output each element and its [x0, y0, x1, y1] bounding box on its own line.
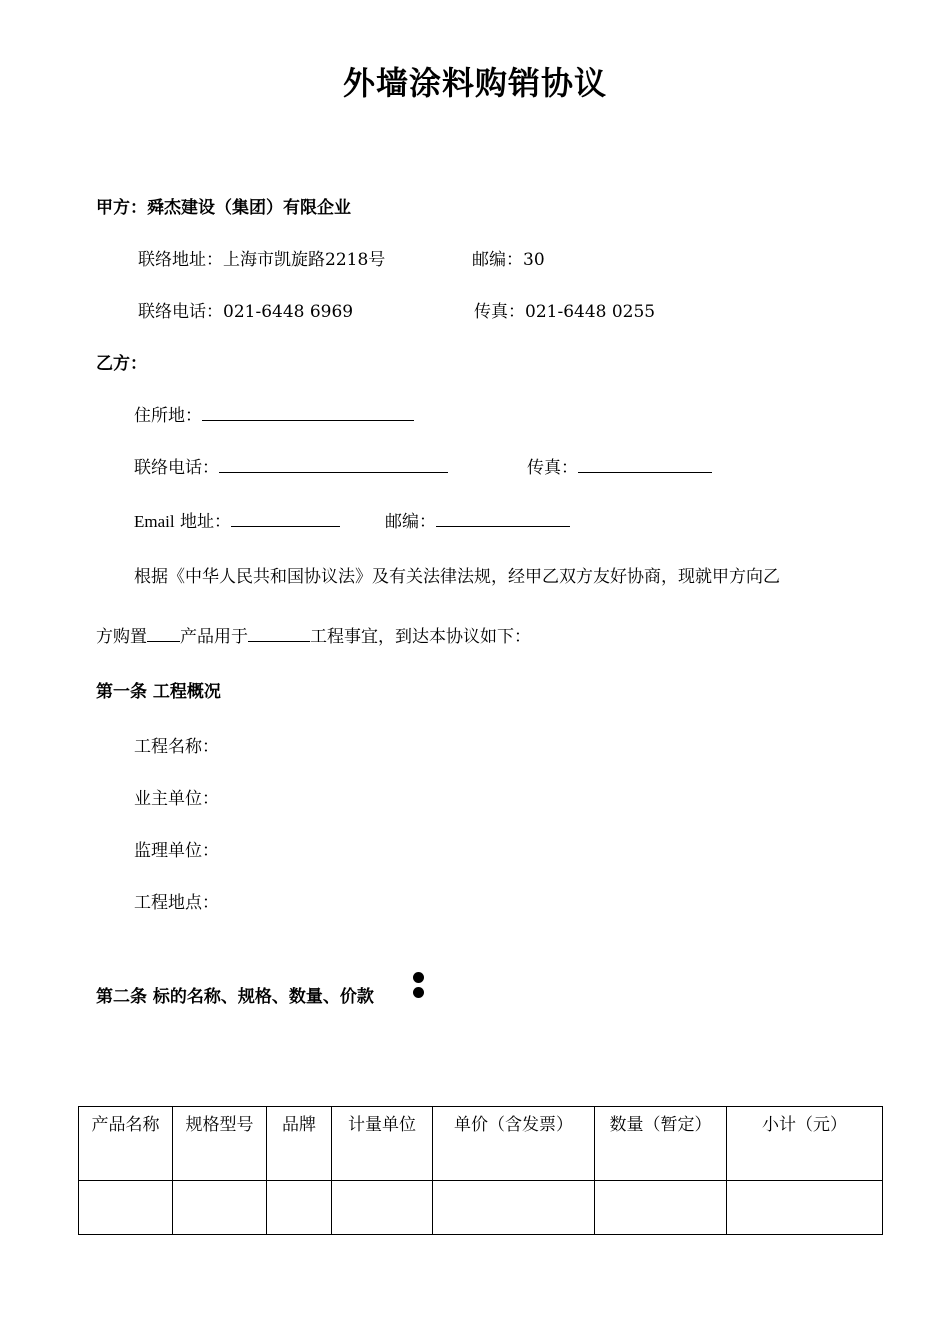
table-header-cell: 计量单位 — [332, 1107, 433, 1181]
email-blank — [231, 508, 340, 527]
party-b-phone-row — [134, 453, 448, 478]
intro-line-2-c: 工程事宜，到达本协议如下： — [310, 627, 531, 647]
project-blank — [248, 623, 310, 642]
table-cell[interactable] — [173, 1181, 267, 1235]
page-title: 外墙涂料购销协议 — [342, 64, 607, 102]
party-b-residence-label: 住所地： — [134, 406, 202, 426]
intro-line-1: 根据《中华人民共和国协议法》及有关法律法规，经甲乙双方友好协商，现就甲方向乙 — [134, 567, 780, 587]
table-cell[interactable] — [267, 1181, 332, 1235]
party-b-postcode-row — [385, 507, 570, 532]
article-2-heading: 第二条 标的名称、规格、数量、价款 — [96, 987, 374, 1007]
bullet-dot — [413, 972, 424, 983]
table-cell[interactable] — [433, 1181, 595, 1235]
table-cell[interactable] — [79, 1181, 173, 1235]
intro-line-2-b: 产品用于 — [180, 627, 248, 647]
email-suffix: 地址： — [180, 512, 232, 532]
article-1-item: 工程名称： — [134, 737, 219, 757]
article-1-item: 监理单位： — [134, 841, 219, 861]
party-b-residence-row — [134, 401, 414, 426]
table-cell[interactable] — [595, 1181, 727, 1235]
table-row — [79, 1181, 883, 1235]
intro-line-2 — [96, 622, 531, 647]
phone-blank — [219, 454, 448, 473]
table-header-row — [79, 1107, 883, 1181]
party-a-phone: 联络电话：021-6448 6969 — [138, 302, 354, 322]
email-label: Email — [134, 512, 175, 531]
postcode-blank — [436, 508, 570, 527]
table-header-cell: 小计（元） — [727, 1107, 883, 1181]
party-b-label: 乙方： — [96, 354, 147, 374]
table-header-cell: 品牌 — [267, 1107, 332, 1181]
price-table — [78, 1106, 883, 1235]
party-a-postcode: 邮编：30 — [472, 250, 545, 270]
bullet-dot — [413, 987, 424, 998]
table-header-cell: 数量（暂定） — [595, 1107, 727, 1181]
bullet-marks — [413, 972, 425, 1002]
party-b-phone-label: 联络电话： — [134, 458, 219, 478]
article-1-item: 工程地点： — [134, 893, 219, 913]
party-a-label: 甲方：舜杰建设（集团）有限企业 — [96, 198, 351, 218]
table-cell[interactable] — [332, 1181, 433, 1235]
table-header-cell: 规格型号 — [173, 1107, 267, 1181]
article-1-heading: 第一条 工程概况 — [96, 682, 221, 702]
party-a-fax: 传真：021-6448 0255 — [474, 302, 656, 322]
party-b-postcode-label: 邮编： — [385, 512, 436, 532]
product-blank — [147, 623, 180, 642]
party-b-fax-row — [527, 453, 712, 478]
residence-blank — [202, 402, 414, 421]
fax-blank — [578, 454, 712, 473]
intro-line-2-a: 方购置 — [96, 627, 147, 647]
table-cell[interactable] — [727, 1181, 883, 1235]
article-1-item: 业主单位： — [134, 789, 219, 809]
table-header-cell: 产品名称 — [79, 1107, 173, 1181]
table-header-cell: 单价（含发票） — [433, 1107, 595, 1181]
party-a-address: 联络地址：上海市凯旋路2218号 — [138, 250, 386, 270]
party-b-fax-label: 传真： — [527, 458, 578, 478]
party-b-email-row — [134, 507, 340, 532]
